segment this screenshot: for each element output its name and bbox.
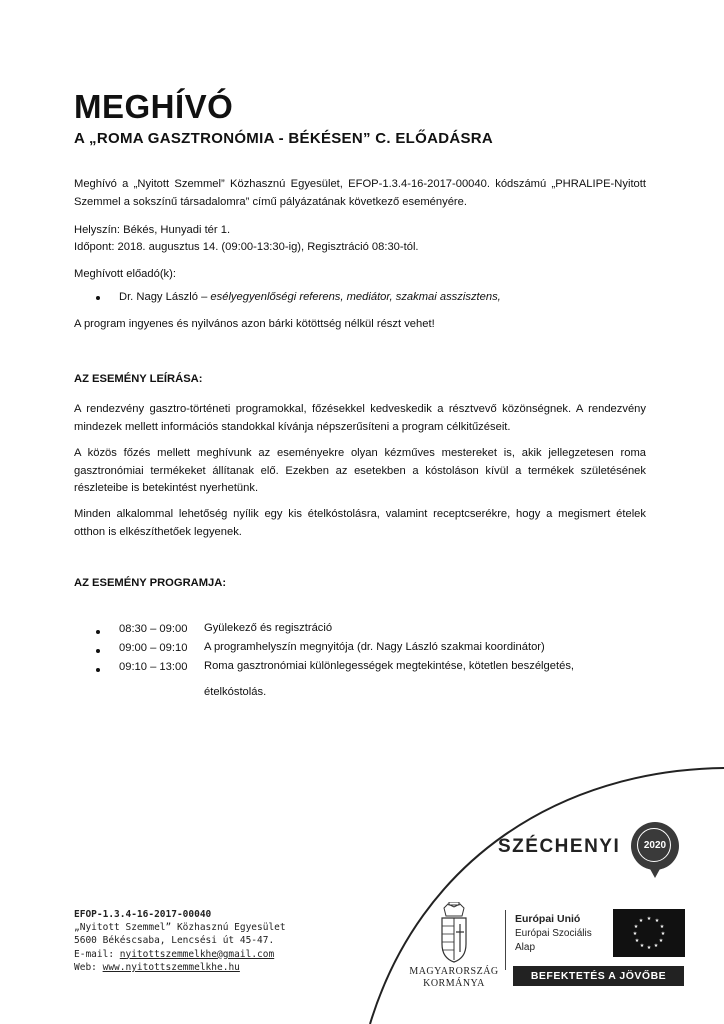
web-row (74, 961, 286, 974)
bullet-icon (96, 630, 100, 634)
time-text: Időpont: 2018. augusztus 14. (09:00-13:30-ig), Regisztráció 08:30-tól. (74, 241, 419, 253)
speaker-name: Dr. Nagy László – (119, 291, 211, 303)
web-link[interactable]: www.nyitottszemmelkhe.hu (102, 961, 240, 973)
eu-line-1: Európai Unió (515, 913, 581, 925)
speakers-label: Meghívott előadó(k): (74, 268, 176, 280)
speaker-item (119, 289, 639, 307)
description-paragraph: A rendezvény gasztro-történeti programokkal, főzésekkel kedveskedik a résztvevő közönségnek. A rendezvény mindezek mellett információs standokkal kívánja népszerűsíteni a program célkitűzéseit. (74, 403, 646, 433)
gov-line-1: MAGYARORSZÁG (409, 966, 499, 977)
svg-text:★: ★ (639, 943, 645, 949)
program-heading: AZ ESEMÉNY PROGRAMJA: (74, 577, 227, 589)
program-time: 09:00 – 09:10 (119, 642, 188, 654)
eu-line-2: Európai Szociális (515, 928, 592, 939)
description-paragraph: Minden alkalommal lehetőség nyílik egy kis ételkóstolásra, valamint receptcserékre, hogy a megismert ételek otthon is elkészíthetőek legyenek. (74, 508, 646, 538)
invitation-text: Meghívó a „Nyitott Szemmel” Közhasznú Egyesület, EFOP-1.3.4-16-2017-00040. kódszámú „PHRALIPE-Nyitott Szemmel a sokszínű társadalomra” című pályázatának következő eseményére. (74, 178, 646, 208)
svg-text:★: ★ (646, 916, 652, 922)
org-name: „Nyitott Szemmel” Közhasznú Egyesület (74, 922, 286, 934)
eu-flag-icon (613, 909, 685, 957)
svg-text:★: ★ (660, 931, 666, 937)
eu-line-3: Alap (515, 942, 536, 953)
szechenyi-year: 2020 (643, 840, 667, 851)
description-heading: AZ ESEMÉNY LEÍRÁSA: (74, 373, 203, 385)
page-subtitle: A „ROMA GASZTRONÓMIA - BÉKÉSEN” C. ELŐADÁSRA (74, 130, 494, 147)
program-desc: Roma gasztronómiai különlegességek megtekintése, kötetlen beszélgetés, (204, 660, 575, 672)
email-link[interactable]: nyitottszemmelkhe@gmail.com (119, 948, 275, 960)
web-label: Web: (74, 961, 103, 973)
project-code: EFOP-1.3.4-16-2017-00040 (74, 909, 212, 920)
program-time: 08:30 – 09:00 (119, 623, 188, 635)
footer-contact (74, 908, 286, 974)
bullet-icon (96, 649, 100, 653)
speaker-role: esélyegyenlőségi referens, mediátor, szakmai asszisztens, (210, 291, 501, 303)
invest-future-banner: BEFEKTETÉS A JÖVŐBE (513, 966, 684, 986)
program-desc-continued: ételkóstolás. (204, 686, 267, 698)
svg-text:★: ★ (634, 938, 640, 944)
eu-logo-text (515, 912, 592, 955)
hungarian-coat-of-arms-icon (438, 902, 470, 964)
gov-line-2: KORMÁNYA (423, 978, 485, 989)
program-desc: Gyülekező és regisztráció (204, 622, 333, 634)
bullet-icon (96, 668, 100, 672)
svg-text:★: ★ (633, 924, 639, 930)
svg-text:★: ★ (658, 938, 664, 944)
org-address: 5600 Békéscsaba, Lencsési út 45-47. (74, 935, 275, 947)
email-row (74, 948, 286, 961)
free-note: A program ingyenes és nyilvános azon bárki kötöttség nélkül részt vehet! (74, 318, 435, 330)
bullet-icon (96, 296, 100, 300)
svg-text:★: ★ (638, 918, 644, 924)
description-paragraph: A közös főzés mellett meghívunk az eseményekre olyan kézműves mestereket is, akik jellegzetesen roma gasztronómiai termékeket állítanak elő. Ezekben az esetekben a kóstoláson kívül a termékek születésének részleteibe is betekintést nyerhetünk. (74, 447, 646, 494)
government-logo-text (408, 966, 500, 990)
svg-text:★: ★ (653, 943, 659, 949)
page-title: MEGHÍVÓ (74, 88, 234, 125)
divider (505, 910, 506, 970)
svg-text:★: ★ (632, 931, 638, 937)
svg-text:★: ★ (659, 924, 665, 930)
program-desc: A programhelyszín megnyitója (dr. Nagy László szakmai koordinátor) (204, 641, 545, 653)
program-time: 09:10 – 13:00 (119, 661, 188, 673)
email-label: E-mail: (74, 948, 120, 960)
svg-text:★: ★ (646, 945, 652, 951)
szechenyi-logo-text: SZÉCHENYI (498, 836, 621, 857)
location-text: Helyszín: Békés, Hunyadi tér 1. (74, 224, 231, 236)
svg-text:★: ★ (654, 918, 660, 924)
